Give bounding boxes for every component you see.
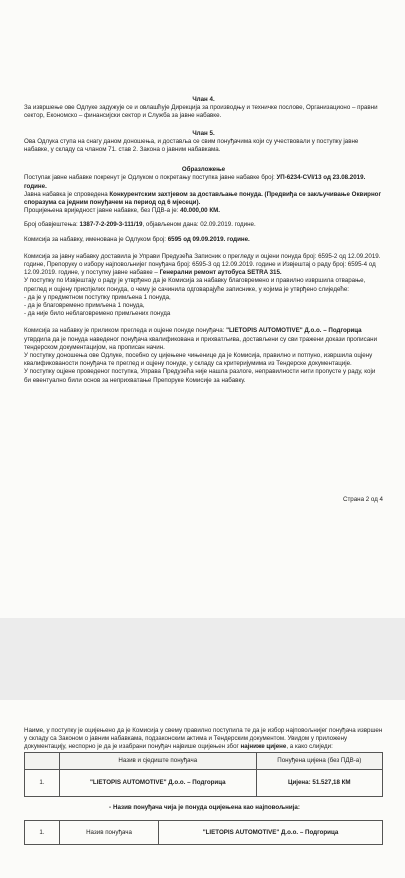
- text-bold-segment: Конкурентским захтјевом за достављање понуда.: [109, 190, 263, 198]
- best-offer-table: [24, 820, 383, 845]
- text-segment: , а како слиједи:: [286, 743, 333, 751]
- best-offer-heading: [24, 804, 383, 812]
- offered-price: Цијена: 51.527,18 КМ: [287, 778, 351, 786]
- text-segment: Наиме, у поступку је оцијењено да је Комисија у свему правилно поступила те да је избор најповољнијег понуђача извршен у складу са Законом о јавним набавкама, подзаконским актима и Тендерским документом. Увидом у приложену документацију, неспорно је да је изабрани понуђач највише оцијењен због: [24, 727, 383, 751]
- table-cell-price: [256, 769, 382, 796]
- paragraph-decision-facts: У поступку доношења ове Одлуке, посебно су цијењене чињенице да је Комисија, правилно и потпуно, извршила оцјену квалификованости понуђача те преглед и оцјену понуде, у складу са критеријумима из Тендерске документације.: [24, 352, 373, 368]
- text-segment: Назив понуђача чија је понуда оцијењена као најповољнија:: [113, 803, 300, 811]
- text-segment: утврдила да је понуда наведеног понуђача квалификована и прихватљива, достављени су сви тражени докази прописани тендерском документацијом, на прописан начин.: [24, 335, 378, 351]
- text-bold-segment: 40.000,00 КМ.: [180, 207, 220, 215]
- article-5-text: Ова Одлука ступа на снагу даном доношења, и доставља се свим понуђачима који су учествовали у поступку јавне набавке, у складу са чланом 71. став 2. Закона о јавним набавкама.: [24, 137, 359, 154]
- paragraph-procedure-type: [24, 191, 383, 207]
- table-cell: [25, 752, 60, 769]
- paragraph-commission-report: [24, 253, 383, 278]
- text-segment: Број обавјештења:: [24, 221, 80, 229]
- text-segment: Комисија за јавну набавку доставила је Управи Предузећа Записник о прегледу и оцјени понуда број: 6595-2 од 12.09.2019. године, Препоруку о избору најповољнијег понуђача број: 6595-3 од 12.09.2019. године и Извјештај о раду број: 6595-4 од 12.09.2019. године, у поступку јавне набавке –: [24, 252, 381, 277]
- list-item: - да није било неблаговремено примљених понуда: [24, 310, 171, 318]
- reasoning-heading: Образложење: [181, 166, 226, 174]
- article-5-heading: Члан 5.: [192, 129, 215, 137]
- text-segment: Процијењена вриједност јавне набавке, без ПДВ-а је:: [24, 207, 181, 215]
- document-page-2: [0, 700, 405, 878]
- table-row: [25, 769, 383, 796]
- table-cell-number: 1.: [25, 769, 60, 796]
- paragraph-offer-evaluation: [24, 327, 383, 352]
- list-item: - да је благовремено примљена 1 понуда,: [24, 302, 145, 310]
- list-item: - да је у предметном поступку примљена 1 понуда,: [24, 293, 171, 301]
- page-number: Страна 2 од 4: [343, 496, 383, 503]
- text-bold-segment: најниже цијене: [240, 743, 287, 751]
- text-bold-segment: 6595 од 09.09.2019. године.: [167, 235, 250, 243]
- text-segment: Комисија за набавку, именована је Одлуком број:: [24, 235, 168, 243]
- paragraph-selection-intro: [24, 727, 383, 752]
- text-bold-segment: 1387-7-2-209-3-111/19: [79, 221, 143, 229]
- table-header-row: [25, 752, 383, 769]
- text-segment: Поступак јавне набавке покренут је Одлуком о покретању поступка јавне набавке број:: [24, 174, 277, 182]
- text-segment: , објављеном дана: 02.09.2019. године.: [142, 221, 256, 229]
- paragraph-commission: [24, 236, 383, 244]
- text-bold-segment: УП-6234-СVI/13 од 23.08.2019. године.: [24, 174, 366, 190]
- text-bold-segment: "LIETOPIS AUTOMOTIVE" Д.о.о. – Подгорица: [226, 327, 362, 335]
- text-bold-segment: (Предвиђа се закључивање Оквирног споразума са једним понуђачем на период од 6 мјесеци).: [24, 190, 382, 207]
- bullet-mark: -: [109, 803, 112, 811]
- paragraph-estimated-value: [24, 207, 383, 215]
- table-cell-number: 1.: [25, 820, 60, 844]
- article-4-heading: Члан 4.: [192, 96, 215, 103]
- paragraph-procedure-start: [24, 174, 383, 190]
- findings-list: [24, 294, 383, 319]
- paragraph-report-findings: У поступку по Извјештају о раду је утврђено да је Комисија за набавку благовремено и правилно извршила отварање, преглед и оцјену приспјелих понуда, о чему је сачинила одговарајуће записнике, у којима је утврђено слиједеће:: [24, 277, 366, 293]
- paragraph-management-review: У поступку оцјене проведеног поступка, Управа Предузећа није нашла разлоге, неправилности нити пропусте у раду, који би евентуално били основ за неприхватање Препоруке Комисије за набавку.: [24, 368, 376, 384]
- bidder-name: "LIETOPIS AUTOMOTIVE" Д.о.о. – Подгорица: [90, 778, 226, 786]
- table-cell-label: Назив понуђача: [60, 820, 159, 844]
- text-segment: Комисија за набавку је приликом прегледа и оцјене понуде понуђача:: [24, 327, 227, 335]
- article-4-text: За извршење ове Одлуке задужује се и овлашћује Дирекција за производњу и техничке послове, Организационо – правни сектор, Економско – финансијски сектор и Служба за јавне набавке.: [24, 104, 378, 120]
- text-segment: Јавна набавка је спроведена: [24, 190, 110, 198]
- column-header-price: Понуђена цијена (без ПДВ-а): [256, 752, 382, 769]
- column-header-bidder: Назив и сједиште понуђача: [60, 752, 257, 769]
- text-bold-segment: Генерални ремонт аутобуса SETRA 315.: [159, 269, 282, 277]
- table-row: [25, 820, 383, 844]
- table-cell-value: "LIETOPIS AUTOMOTIVE" Д.о.о. – Подгорица: [159, 820, 383, 844]
- offers-table: [24, 752, 383, 797]
- table-cell-bidder: [60, 769, 257, 796]
- paragraph-notice-number: [24, 221, 383, 229]
